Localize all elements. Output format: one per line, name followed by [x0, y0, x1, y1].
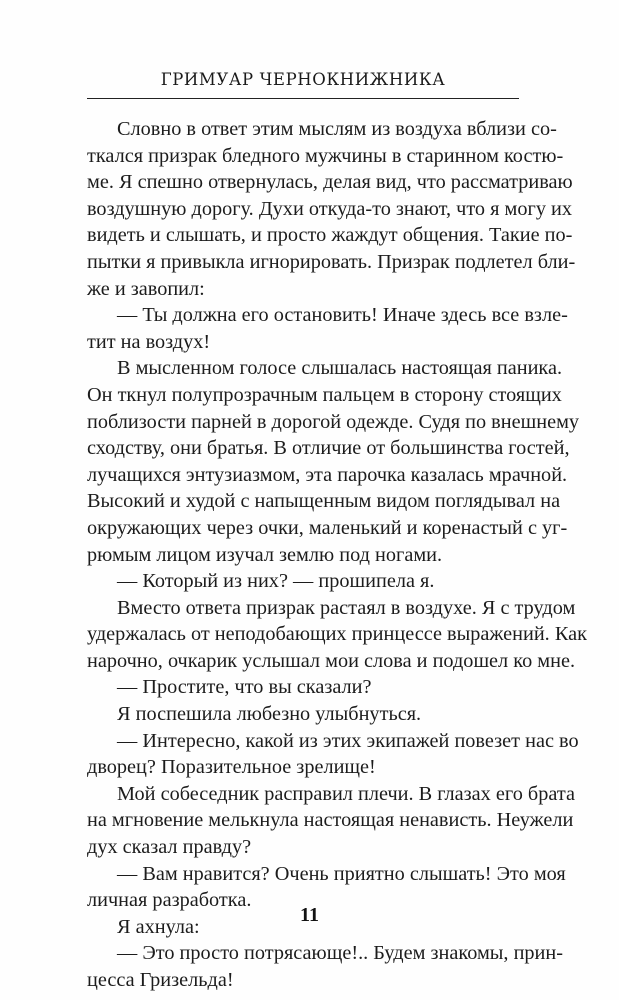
text-line: воздушную дорогу. Духи откуда-то знают, что я могу их: [87, 197, 573, 220]
text-line: окружающих через очки, маленький и коренастый с уг-: [87, 516, 568, 539]
text-line: Я поспешила любезно улыбнуться.: [117, 703, 422, 726]
text-line: сходству, они братья. В отличие от большинства гостей,: [87, 437, 570, 460]
text-line: Мой собеседник расправил плечи. В глазах его брата: [117, 782, 575, 805]
text-line: — Вам нравится? Очень приятно слышать! Это моя: [117, 862, 566, 885]
text-line: — Который из них? — прошипела я.: [117, 570, 435, 593]
header-rule: [87, 98, 519, 99]
text-line: — Ты должна его остановить! Иначе здесь все взле-: [117, 304, 568, 327]
text-line: Вместо ответа призрак растаял в воздухе. Я с трудом: [117, 596, 576, 619]
text-line: нарочно, очкарик услышал мои слова и подошел ко мне.: [87, 649, 576, 672]
page-number: 11: [300, 904, 319, 926]
text-line: рюмым лицом изучал землю под ногами.: [87, 543, 443, 566]
text-line: — Простите, что вы сказали?: [117, 676, 372, 699]
text-line: дворец? Поразительное зрелище!: [87, 756, 376, 779]
text-line: тит на воздух!: [87, 330, 211, 353]
text-line: Высокий и худой с напыщенным видом поглядывал на: [87, 490, 561, 513]
running-head: ГРИМУАР ЧЕРНОКНИЖНИКА: [160, 70, 446, 89]
text-line: ме. Я спешно отвернулась, делая вид, что рассматриваю: [87, 171, 573, 194]
text-line: В мысленном голосе слышалась настоящая паника.: [117, 357, 563, 380]
text-line: Я ахнула:: [117, 915, 200, 938]
text-line: удержалась от неподобающих принцессе выражений. Как: [87, 623, 587, 646]
text-line: на мгновение мелькнула настоящая ненависть. Неужели: [87, 809, 574, 832]
text-line: личная разработка.: [87, 889, 252, 912]
text-line: дух сказал правду?: [87, 836, 252, 859]
text-line: Словно в ответ этим мыслям из воздуха вблизи со-: [117, 118, 557, 140]
text-line: видеть и слышать, и просто жаждут общения. Такие по-: [87, 224, 573, 247]
body-text: [87, 116, 587, 994]
text-line: Он ткнул полупрозрачным пальцем в сторону стоящих: [87, 383, 562, 406]
text-line: цесса Гризельда!: [87, 969, 234, 991]
text-line: поблизости парней в дорогой одежде. Судя по внешнему: [87, 410, 580, 433]
text-line: — Интересно, какой из этих экипажей повезет нас во: [117, 729, 579, 752]
text-line: же и завопил:: [87, 277, 205, 300]
text-line: лучащихся энтузиазмом, эта парочка казалась мрачной.: [87, 463, 568, 486]
text-line: пытки я привыкла игнорировать. Призрак подлетел бли-: [87, 250, 576, 273]
text-line: ткался призрак бледного мужчины в старинном костю-: [87, 144, 564, 167]
text-line: — Это просто потрясающе!.. Будем знакомы, прин-: [117, 942, 564, 965]
